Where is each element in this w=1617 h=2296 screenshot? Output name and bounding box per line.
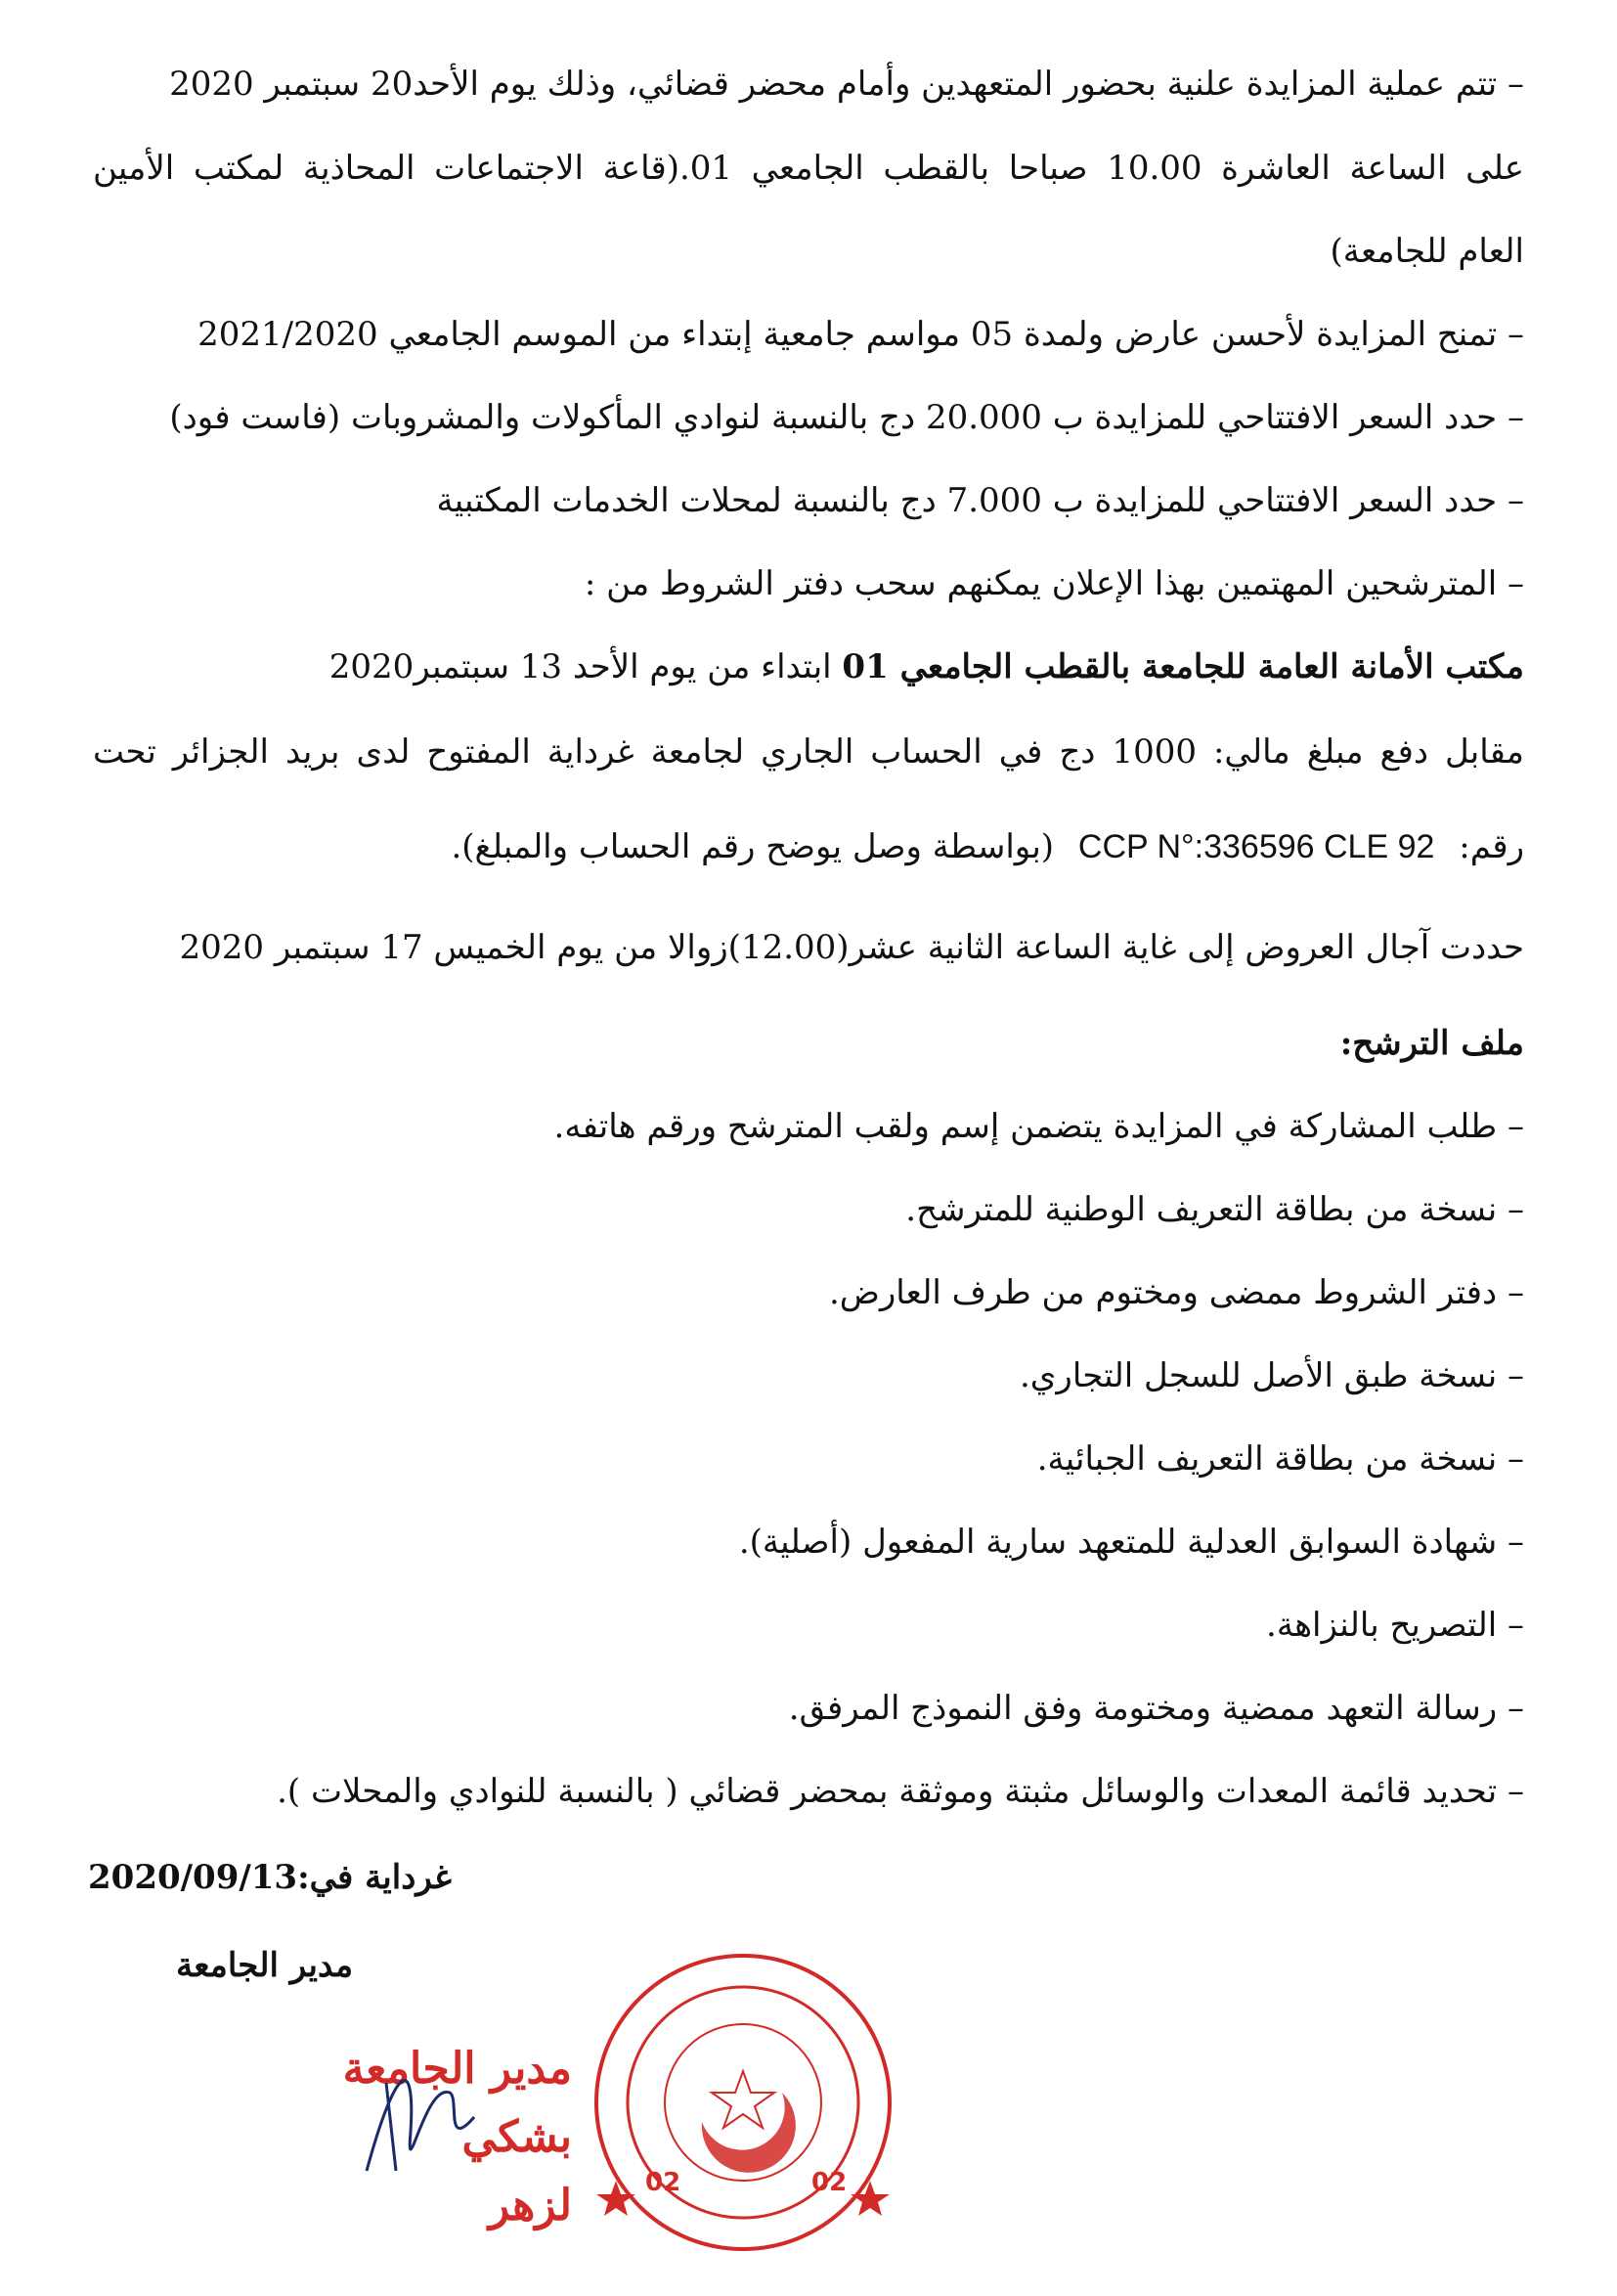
candidacy-item: – نسخة طبق الأصل للسجل التجاري. xyxy=(1020,1356,1524,1395)
candidacy-item: – تحديد قائمة المعدات والوسائل مثبتة وموثقة بمحضر قضائي ( بالنسبة للنوادي والمحلات ). xyxy=(277,1772,1524,1811)
candidacy-item: – نسخة من بطاقة التعريف الجبائية. xyxy=(1036,1439,1524,1479)
candidacy-item: – نسخة من بطاقة التعريف الوطنية للمترشح. xyxy=(905,1190,1524,1229)
stamp-line-name1: بشكي xyxy=(461,2112,572,2162)
university-seal-icon xyxy=(587,1946,899,2259)
payment-suffix: (بواسطة وصل يوضح رقم الحساب والمبلغ). xyxy=(451,827,1055,866)
place-date: غرداية في:2020/09/13 xyxy=(88,1858,452,1897)
candidacy-heading: ملف الترشح: xyxy=(1339,1024,1524,1063)
condition-withdraw: – المترشحين المهتمين بهذا الإعلان يمكنهم سحب دفتر الشروط من : xyxy=(584,564,1524,603)
office-date: ابتداء من يوم الأحد 13 سبتمبر2020 xyxy=(328,647,843,686)
ccp-account: CCP N°:336596 CLE 92 xyxy=(1077,828,1435,865)
payment-line-1: مقابل دفع مبلغ مالي: 1000 دج في الحساب الجاري لجامعة غرداية المفتوح لدى بريد الجزائر تحت xyxy=(93,732,1525,772)
deadline-line: حددت آجال العروض إلى غاية الساعة الثانية عشر(12.00)زوالا من يوم الخميس 17 سبتمبر 2020 xyxy=(179,928,1524,967)
seal-number-left: 02 xyxy=(645,2168,681,2197)
seal-number-right: 02 xyxy=(811,2168,848,2197)
auction-intro-line-3: العام للجامعة) xyxy=(1330,232,1524,271)
candidacy-item: – دفتر الشروط ممضى ومختوم من طرف العارض. xyxy=(828,1273,1524,1312)
condition-price-fastfood: – حدد السعر الافتتاحي للمزايدة ب 20.000 دج بالنسبة لنوادي المأكولات والمشروبات (فاست فود) xyxy=(169,398,1524,437)
signatory-title: مدير الجامعة xyxy=(176,1946,354,1985)
signature-stamp xyxy=(249,2024,572,2269)
condition-price-library: – حدد السعر الافتتاحي للمزايدة ب 7.000 دج بالنسبة لمحلات الخدمات المكتبية xyxy=(436,481,1524,520)
candidacy-item: – طلب المشاركة في المزايدة يتضمن إسم ولقب المترشح ورقم هاتفه. xyxy=(553,1107,1524,1146)
stamp-line-title: مدير الجامعة xyxy=(342,2044,572,2094)
condition-duration: – تمنح المزايدة لأحسن عارض ولمدة 05 مواسم جامعية إبتداء من الموسم الجامعي 2021/2020 xyxy=(197,315,1524,354)
payment-line-2 xyxy=(93,823,1524,870)
office-line xyxy=(93,643,1524,690)
office-name: مكتب الأمانة العامة للجامعة بالقطب الجامعي 01 xyxy=(842,647,1524,686)
candidacy-item: – التصريح بالنزاهة. xyxy=(1266,1606,1524,1645)
candidacy-item: – شهادة السوابق العدلية للمتعهد سارية المفعول (أصلية). xyxy=(738,1523,1524,1562)
candidacy-item: – رسالة التعهد ممضية ومختومة وفق النموذج المرفق. xyxy=(788,1689,1524,1728)
stamp-line-name2: لزهر xyxy=(488,2181,572,2230)
payment-prefix: رقم: xyxy=(1459,827,1524,866)
auction-intro-line-2: على الساعة العاشرة 10.00 صباحا بالقطب الجامعي 01.(قاعة الاجتماعات المحاذية لمكتب الأمين xyxy=(93,149,1524,188)
signature-scribble xyxy=(249,2024,572,2269)
auction-intro-line-1: – تتم عملية المزايدة علنية بحضور المتعهدين وأمام محضر قضائي، وذلك يوم الأحد20 سبتمبر 2020 xyxy=(169,65,1524,104)
